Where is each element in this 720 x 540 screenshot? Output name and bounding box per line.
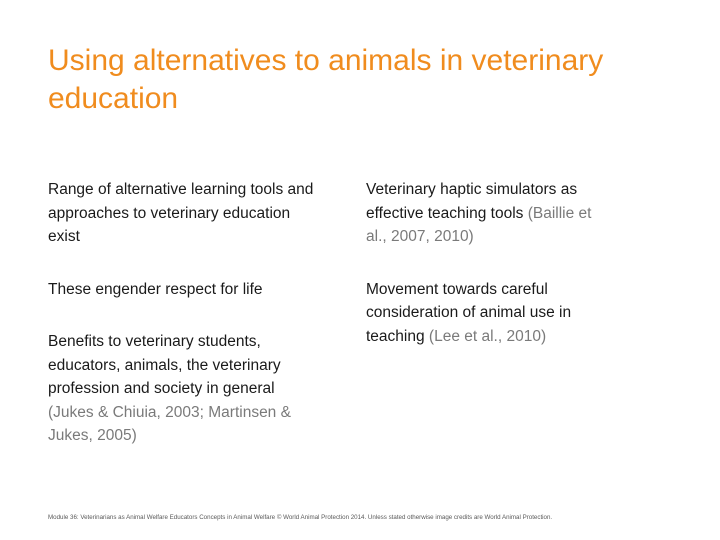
bullet-haptic-simulators <box>366 178 606 249</box>
citation-jukes: (Jukes & Chiuia, 2003; Martinsen & Jukes, 2005) <box>48 403 291 444</box>
bullet-benefits-text: Benefits to veterinary students, educators, animals, the veterinary profession and society in general <box>48 333 281 397</box>
bullet-alternative-tools: Range of alternative learning tools and approaches to veterinary education exist <box>48 181 314 245</box>
bullet-haptic-text: Veterinary haptic simulators as effective teaching tools <box>366 181 578 222</box>
bullet-benefits <box>48 330 323 448</box>
citation-baillie: (Baillie et al., 2007, 2010) <box>366 204 592 245</box>
slide-title: Using alternatives to animals in veterinary education <box>48 44 604 115</box>
left-column <box>48 178 323 448</box>
right-column <box>366 178 606 348</box>
bullet-respect-for-life: These engender respect for life <box>48 280 263 298</box>
bullet-careful-consideration <box>366 278 606 349</box>
bullet-consideration-text: Movement towards careful consideration of animal use in teaching <box>366 280 572 345</box>
slide-footer: Module 36: Veterinarians as Animal Welfare Educators Concepts in Animal Welfare © World Animal Protection 2014. Unless stated otherwise image credits are World Animal Protection. <box>48 514 553 521</box>
citation-lee: (Lee et al., 2010) <box>428 327 547 345</box>
